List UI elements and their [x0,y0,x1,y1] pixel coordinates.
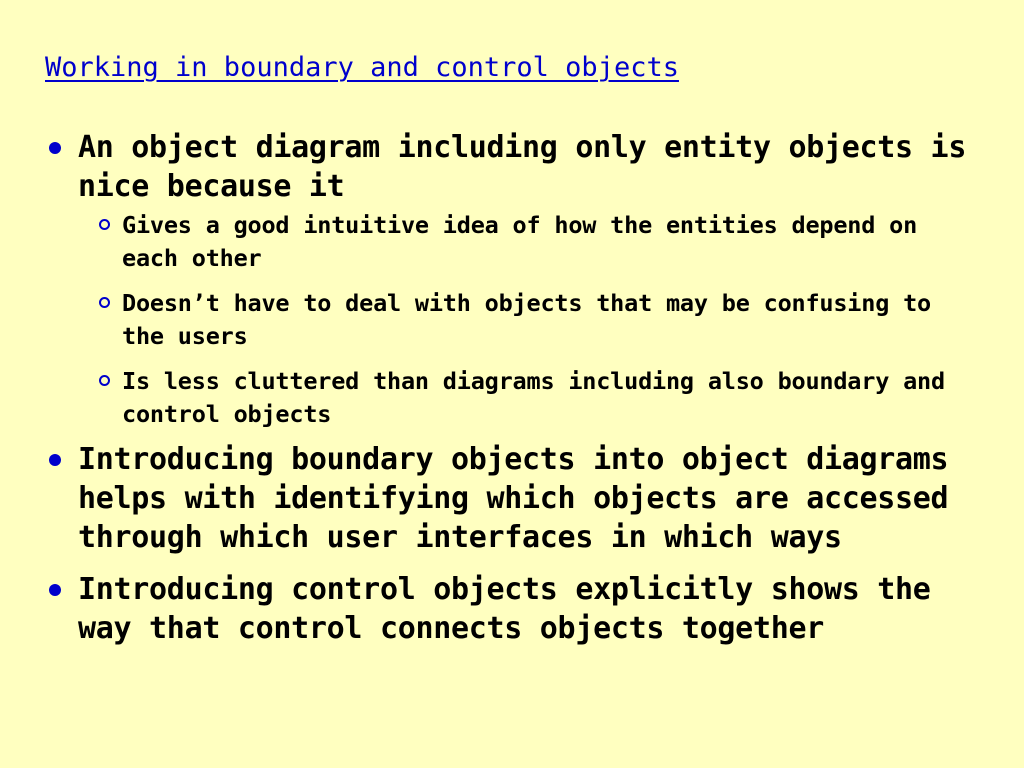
bullet-item-level2 [97,365,985,431]
filled-bullet-icon [49,454,61,466]
bullet-text: Introducing boundary objects into object diagrams helps with identifying which objects are accessed through which user interfaces in which ways [78,442,949,555]
bullet-item-level2 [97,287,985,353]
hollow-bullet-icon [99,375,110,386]
bullet-text: Is less cluttered than diagrams including also boundary and control objects [122,367,945,428]
bullet-item-level1 [45,440,985,557]
bullet-item-level1 [45,570,985,648]
hollow-bullet-icon [99,219,110,230]
bullet-list [45,128,985,648]
bullet-item-level2 [97,209,985,275]
slide-title: Working in boundary and control objects [45,52,679,83]
bullet-text: An object diagram including only entity objects is nice because it [78,130,967,204]
bullet-text: Introducing control objects explicitly shows the way that control connects objects together [78,572,931,646]
bullet-item-level1 [45,128,985,206]
bullet-text: Doesn’t have to deal with objects that may be confusing to the users [122,289,931,350]
bullet-text: Gives a good intuitive idea of how the entities depend on each other [122,211,918,272]
filled-bullet-icon [49,142,61,154]
filled-bullet-icon [49,584,61,596]
hollow-bullet-icon [99,297,110,308]
